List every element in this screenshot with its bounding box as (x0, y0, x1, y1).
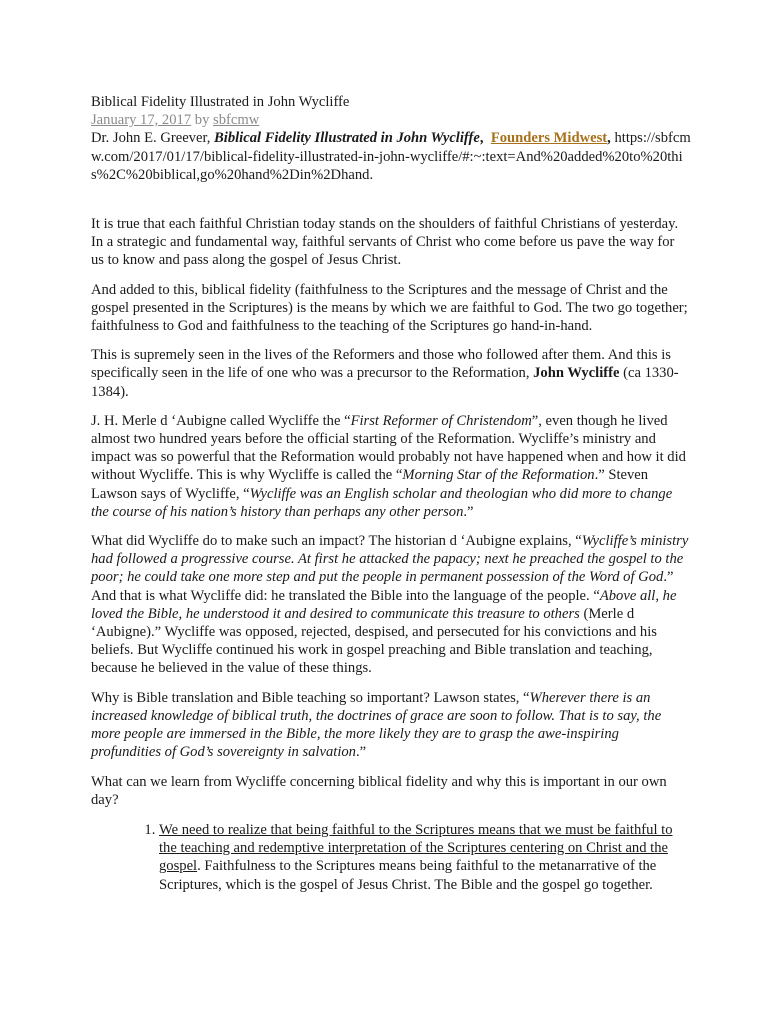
lessons-list (91, 821, 691, 894)
citation-url: https://sbfcmw.com/2017/01/17/biblical-fidelity-illustrated-in-john-wycliffe/#:~:text=And%20added%20to%20this%2C%20biblical,go%20hand%2Din%2Dhand. (91, 130, 691, 183)
source-comma: , (607, 130, 611, 147)
citation (91, 129, 691, 184)
post-date-link[interactable]: January 17, 2017 (91, 112, 192, 129)
citation-title: Biblical Fidelity Illustrated in John Wycliffe (214, 130, 480, 147)
post-by-label: by (194, 112, 210, 129)
paragraph-7: What can we learn from Wycliffe concerning biblical fidelity and why this is important in our own day? (91, 773, 667, 808)
paragraph-3 (91, 346, 691, 401)
p4-lawson-quote: Wycliffe was an English scholar and theologian who did more to change the course of his nation’s history than perhaps any other person (91, 485, 673, 520)
document-page (91, 93, 691, 894)
citation-comma: , (479, 130, 484, 147)
citation-author: Dr. John E. Greever, (91, 130, 211, 147)
p5-loved-bible-quote: Above all, he loved the Bible, he understood it and desired to communicate this treasure to others (91, 587, 677, 622)
p4-morning-star: Morning Star of the Reformation (402, 467, 595, 484)
p4-first-reformer: First Reformer of Christendom (350, 412, 532, 429)
p3-wycliffe-name: John Wycliffe (533, 365, 620, 382)
document-title: Biblical Fidelity Illustrated in John Wycliffe (91, 94, 350, 110)
p3-text-a: This is supremely seen in the lives of the Reformers and those who followed after them. And this is specifically seen in the life of one who was a precursor to the Reformation, (91, 347, 671, 382)
p4-text-e: .” Steven Lawson says of Wycliffe, “ (91, 467, 649, 502)
p5-text-a: What did Wycliffe do to make such an impact? The historian d ‘Aubigne explains, “ (91, 533, 582, 550)
post-author-link[interactable]: sbfcmw (213, 112, 260, 129)
paragraph-1: It is true that each faithful Christian today stands on the shoulders of faithful Christians of yesterday. In a strategic and fundamental way, faithful servants of Christ who come before us pave the way for us to know and pass along the gospel of Jesus Christ. (91, 216, 679, 269)
paragraph-2: And added to this, biblical fidelity (faithfulness to the Scriptures and the message of Christ and the gospel presented in the Scriptures) is the means by which we are faithful to God. The two go together; faithfulness to God and faithfulness to the teaching of the Scriptures go hand-in-hand. (91, 281, 688, 335)
p5-aubigne-quote: Wycliffe’s ministry had followed a progressive course. At first he attacked the papacy; next he preached the gospel to the poor; he could take one more step and put the people in permanent possession of the Word of God (91, 533, 689, 586)
p4-text-c: ”, even though he lived almost two hundred years before the official starting of the Reformation. Wycliffe’s ministry and impact was so powerful that the Reformation would probably not have happened when and how it did without Wycliffe. This is why Wycliffe is called the “ (91, 412, 686, 484)
list-item-1-rest: . Faithfulness to the Scriptures means being faithful to the metanarrative of the Scriptures, which is the gospel of Jesus Christ. The Bible and the gospel go together. (159, 858, 657, 893)
p4-text-g: .” (463, 503, 474, 520)
post-meta (91, 111, 691, 129)
list-item-1-underlined: We need to realize that being faithful to the Scriptures means that we must be faithful to the teaching and redemptive interpretation of the Scriptures centering on Christ and the gospel (159, 821, 673, 875)
p3-text-c: (ca 1330-1384). (91, 365, 679, 400)
p6-text-a: Why is Bible translation and Bible teaching so important? Lawson states, “ (91, 689, 530, 706)
p5-text-e: (Merle d ‘Aubigne).” Wycliffe was opposed, rejected, despised, and persecuted for his convictions and his beliefs. But Wycliffe continued his work in gospel preaching and Bible translation and teaching, because he believed in the value of these things. (91, 605, 657, 677)
p4-text-a: J. H. Merle d ‘Aubigne called Wycliffe the “ (91, 412, 351, 429)
p6-lawson-quote: Wherever there is an increased knowledge of biblical truth, the doctrines of grace are soon to follow. That is to say, the more people are immersed in the Bible, the more likely they are to grasp the awe-inspiring profundities of God’s sovereignty in salvation (91, 689, 662, 761)
p5-text-c: .” And that is what Wycliffe did: he translated the Bible into the language of the people. “ (91, 569, 674, 604)
paragraph-5 (91, 532, 691, 678)
founders-midwest-link[interactable]: Founders Midwest (490, 130, 608, 147)
paragraph-4 (91, 412, 691, 521)
p6-text-c: .” (355, 744, 367, 761)
list-item (159, 821, 691, 894)
paragraph-6 (91, 689, 691, 762)
